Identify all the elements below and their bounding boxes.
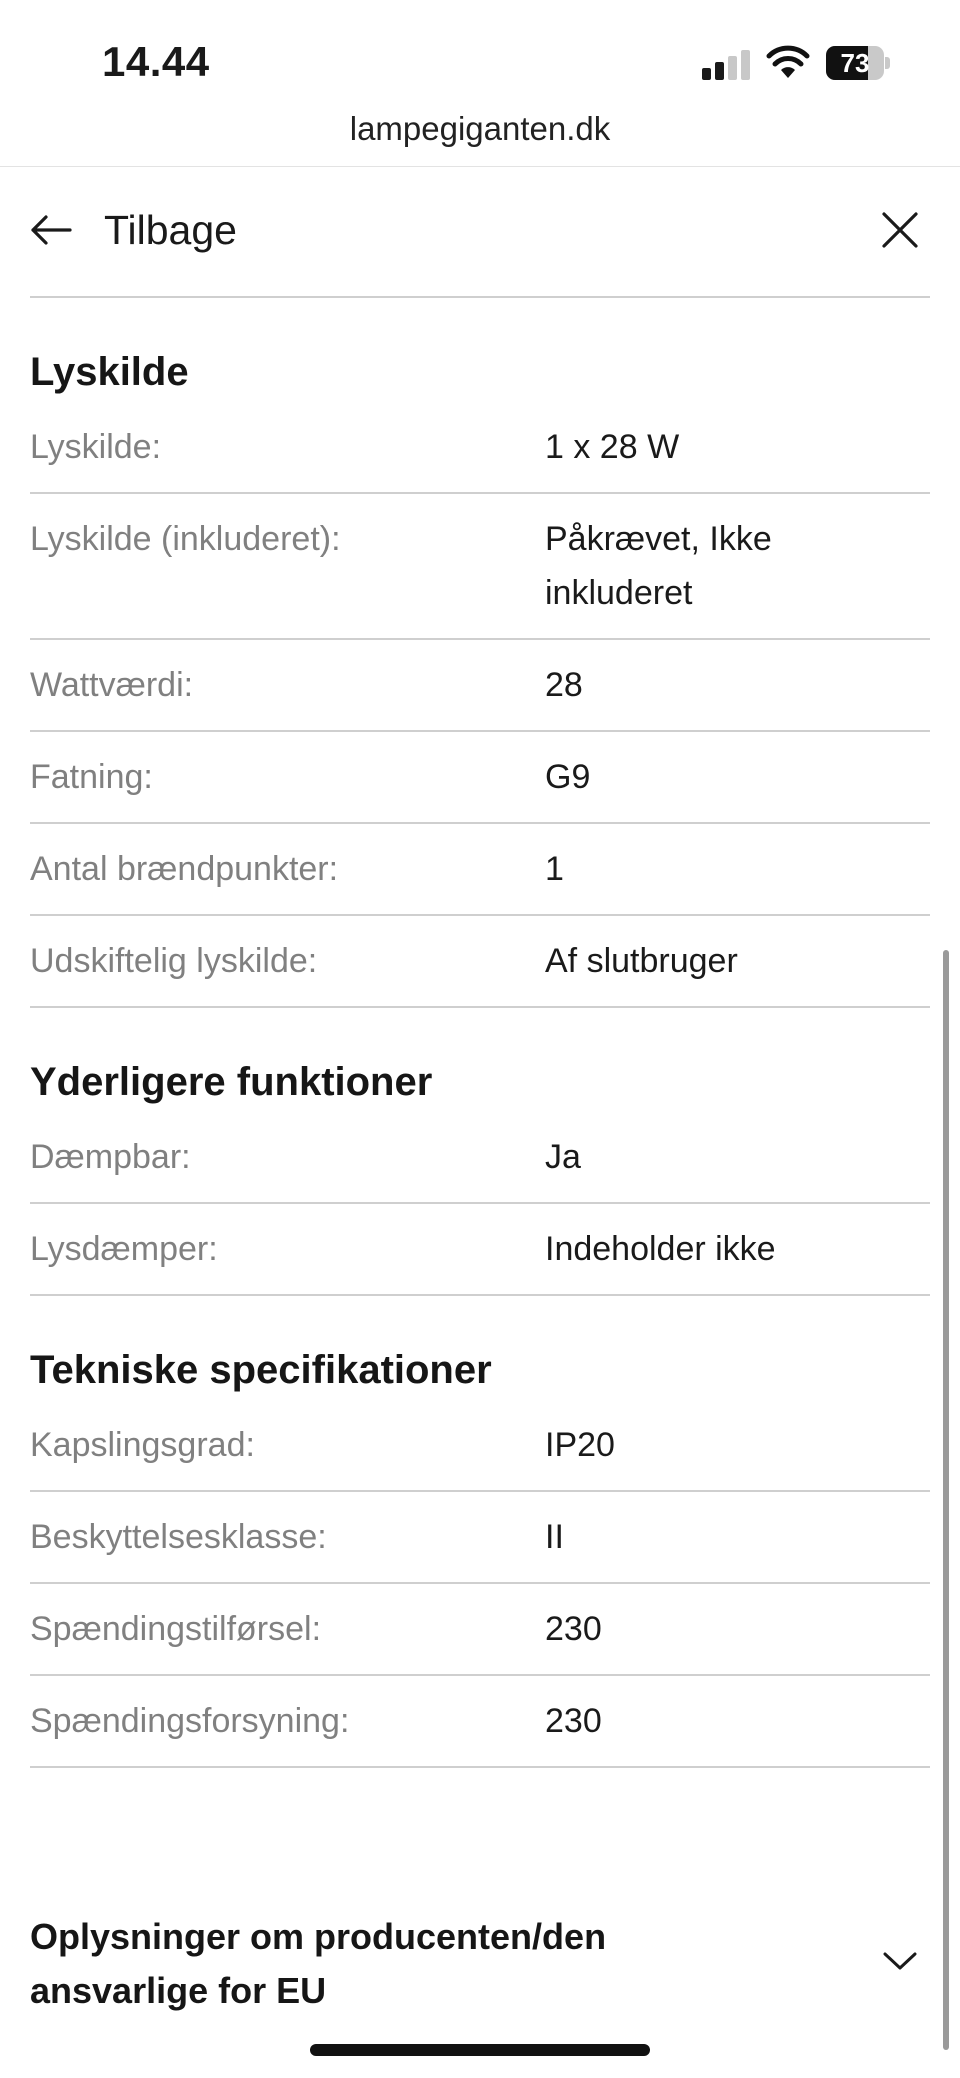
spec-label: Spændingsforsyning:	[30, 1702, 350, 1740]
status-bar	[0, 0, 960, 110]
spec-row	[30, 732, 930, 824]
spec-label: Udskiftelig lyskilde:	[30, 942, 318, 980]
spec-value: 1	[545, 850, 564, 888]
specification-list	[30, 298, 930, 1768]
browser-url[interactable]: lampegiganten.dk	[349, 110, 611, 147]
spec-row	[30, 1204, 930, 1296]
spec-row	[30, 402, 930, 494]
spec-value: Ja	[545, 1138, 581, 1176]
home-indicator[interactable]	[310, 2044, 650, 2056]
spec-row	[30, 824, 930, 916]
chevron-down-icon	[882, 1950, 918, 1972]
spec-row	[30, 1584, 930, 1676]
spec-label: Fatning:	[30, 758, 153, 796]
spec-row	[30, 640, 930, 732]
back-button[interactable]	[30, 200, 237, 260]
panel-header	[0, 180, 960, 296]
section-tekniske-specifikationer	[30, 1296, 930, 1768]
spec-label: Beskyttelsesklasse:	[30, 1518, 327, 1556]
section-yderligere-funktioner	[30, 1008, 930, 1296]
spec-value: IP20	[545, 1426, 615, 1464]
spec-value: 1 x 28 W	[545, 428, 680, 466]
spec-row	[30, 1676, 930, 1768]
manufacturer-info-accordion[interactable]	[30, 1910, 930, 2022]
spec-value: Påkrævet, Ikke inkluderet	[545, 520, 772, 612]
status-time: 14.44	[102, 38, 210, 85]
close-icon[interactable]	[874, 204, 926, 256]
spec-value: Indeholder ikke	[545, 1230, 776, 1268]
spec-row	[30, 1112, 930, 1204]
arrow-left-icon	[30, 214, 72, 246]
spec-label: Dæmpbar:	[30, 1138, 191, 1176]
spec-value: 28	[545, 666, 583, 704]
spec-label: Lysdæmper:	[30, 1230, 218, 1268]
spec-label: Spændingstilførsel:	[30, 1610, 322, 1648]
section-lyskilde	[30, 298, 930, 1008]
battery-icon	[826, 46, 890, 80]
spec-value: 230	[545, 1702, 602, 1740]
spec-value: G9	[545, 758, 591, 796]
section-title: Yderligere funktioner	[30, 1060, 433, 1104]
spec-value: 230	[545, 1610, 602, 1648]
spec-row	[30, 1400, 930, 1492]
battery-level: 73	[840, 48, 870, 78]
wifi-icon	[766, 44, 810, 80]
spec-value: II	[545, 1518, 564, 1556]
section-title: Lyskilde	[30, 350, 189, 394]
signal-icon	[702, 48, 750, 80]
spec-row	[30, 494, 930, 640]
scrollbar[interactable]	[943, 950, 949, 2050]
spec-label: Lyskilde:	[30, 428, 162, 466]
spec-label: Lyskilde (inkluderet):	[30, 520, 341, 558]
back-label: Tilbage	[104, 206, 237, 253]
spec-value: Af slutbruger	[545, 942, 738, 980]
spec-row	[30, 916, 930, 1008]
spec-label: Antal brændpunkter:	[30, 850, 339, 888]
spec-label: Kapslingsgrad:	[30, 1426, 255, 1464]
section-title: Tekniske specifikationer	[30, 1348, 492, 1392]
spec-row	[30, 1492, 930, 1584]
spec-label: Wattværdi:	[30, 666, 194, 704]
accordion-title: Oplysninger om producenten/den ansvarlige for EU	[30, 1916, 607, 2011]
divider	[0, 166, 960, 167]
